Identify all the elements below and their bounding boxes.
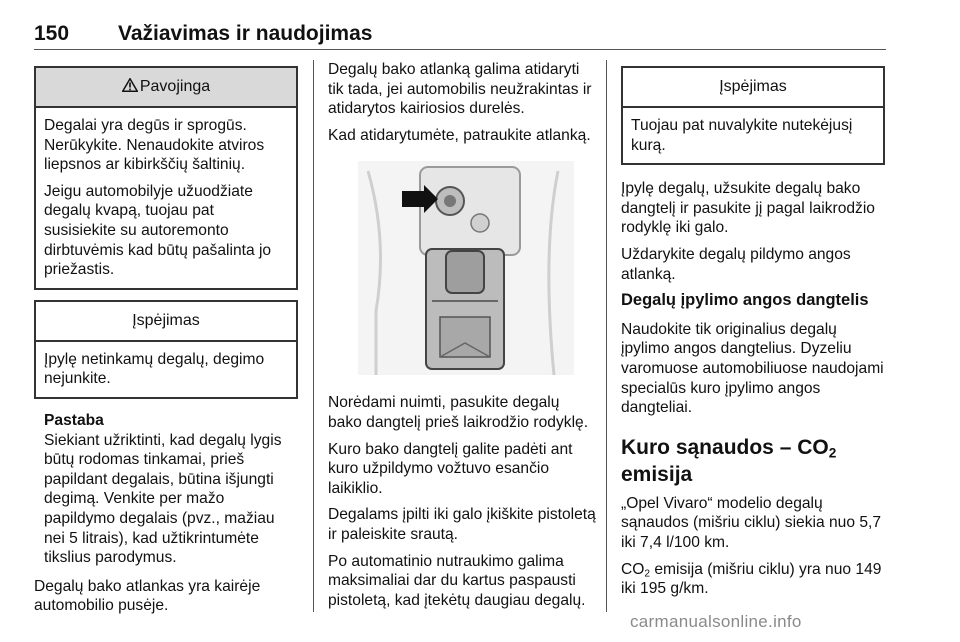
- watermark: carmanualsonline.info: [630, 612, 802, 631]
- filler-cap-text: Naudokite tik originalius degalų įpylimo angos dangtelius. Dyzeliu varomuose automobiliuose naudojami specialūs kuro įpylimo angos dangteliai.: [621, 320, 884, 417]
- caution-box-2: [621, 66, 885, 165]
- caution-box: [34, 300, 298, 399]
- consumption-text: „Opel Vivaro“ modelio degalų sąnaudos (mišriu ciklu) siekia nuo 5,7 iki 7,4 l/100 km.: [621, 494, 882, 551]
- page-title: Važiavimas ir naudojimas: [118, 22, 373, 45]
- note-title: Pastaba: [44, 411, 104, 429]
- danger-box-header: [36, 68, 296, 108]
- flap-open-condition-text: Degalų bako atlanką galima atidaryti tik tada, jei automobilis neužrakintas ir atidarytos kairiosios durelės.: [328, 61, 592, 118]
- close-cap-text: Įpylę degalų, užsukite degalų bako dangtelį ir pasukite jį pagal laikrodžio rodyklę iki galo.: [621, 180, 875, 237]
- caution-text: Įpylę netinkamų degalų, degimo nejunkite.: [44, 350, 265, 388]
- column-2: [328, 60, 596, 617]
- close-flap-text: Uždarykite degalų pildymo angos atlanką.: [621, 245, 851, 283]
- caution-box-body: [36, 342, 296, 397]
- page-header: [34, 22, 886, 52]
- column-3: [621, 60, 885, 606]
- danger-box-body: [36, 108, 296, 288]
- caution-box-header: [36, 302, 296, 342]
- header-rule: [34, 49, 886, 50]
- column-divider-1: [313, 60, 314, 612]
- page-number: 150: [34, 22, 70, 45]
- caution-box-2-title: Įspėjimas: [719, 78, 787, 95]
- fuel-flap-location-text: Degalų bako atlankas yra kairėje automobilio pusėje.: [34, 577, 261, 615]
- flap-open-instruction-text: Kad atidarytumėte, patraukite atlanką.: [328, 126, 591, 144]
- section-heading: Kuro sąnaudos – $CO_2$ emisija: [621, 435, 837, 486]
- warning-triangle-icon: [122, 78, 138, 92]
- cap-remove-text: Norėdami nuimti, pasukite degalų bako dangtelį prieš laikrodžio rodyklę.: [328, 394, 589, 431]
- section-subheading: Degalų įpylimo angos dangtelis: [621, 291, 869, 310]
- nozzle-autostop-text: Po automatinio nutraukimo galima maksimaliai dar du kartus paspausti pistoletą, kad įtekėtų daugiau degalų.: [328, 552, 586, 609]
- emission-text: $CO_2$ emisija (mišriu ciklu) yra nuo 149 iki 195 g/km.: [621, 560, 882, 598]
- danger-text-1: Degalai yra degūs ir sprogūs. Nerūkykite. Nenaudokite atviros liepsnos ar kibirkščių šaltinių.: [44, 117, 265, 174]
- danger-box: [34, 66, 298, 290]
- column-1: [34, 60, 298, 623]
- note-block: [34, 411, 298, 568]
- nozzle-insert-text: Degalams įpilti iki galo įkiškite pistoletą ir paleiskite srautą.: [328, 506, 596, 543]
- column-divider-2: [606, 60, 607, 612]
- danger-box-title: Pavojinga: [139, 78, 211, 95]
- caution-box-title: Įspėjimas: [132, 311, 200, 329]
- danger-text-2: Jeigu automobilyje užuodžiate degalų kvapą, tuojau pat susisiekite su autoremonto dirbtuvėmis kad būtų pašalinta jo priežastis.: [44, 182, 272, 279]
- fuel-cap-illustration: [328, 161, 596, 375]
- caution-box-2-body: [623, 108, 883, 163]
- caution-box-2-header: [623, 68, 883, 108]
- note-text: Siekiant užriktinti, kad degalų lygis būtų rodomas tinkamai, prieš papildant degalais, būtina išjungti degimą. Venkite per mažo papildymo degalais (pvz., mažiau nei 5 litrais), kad užtikrintumėte tikslius parodymus.: [44, 431, 282, 567]
- cap-holder-text: Kuro bako dangtelį galite padėti ant kuro užpildymo vožtuvo esančio laikiklio.: [328, 440, 573, 497]
- caution-2-text: Tuojau pat nuvalykite nutekėjusį kurą.: [631, 117, 853, 154]
